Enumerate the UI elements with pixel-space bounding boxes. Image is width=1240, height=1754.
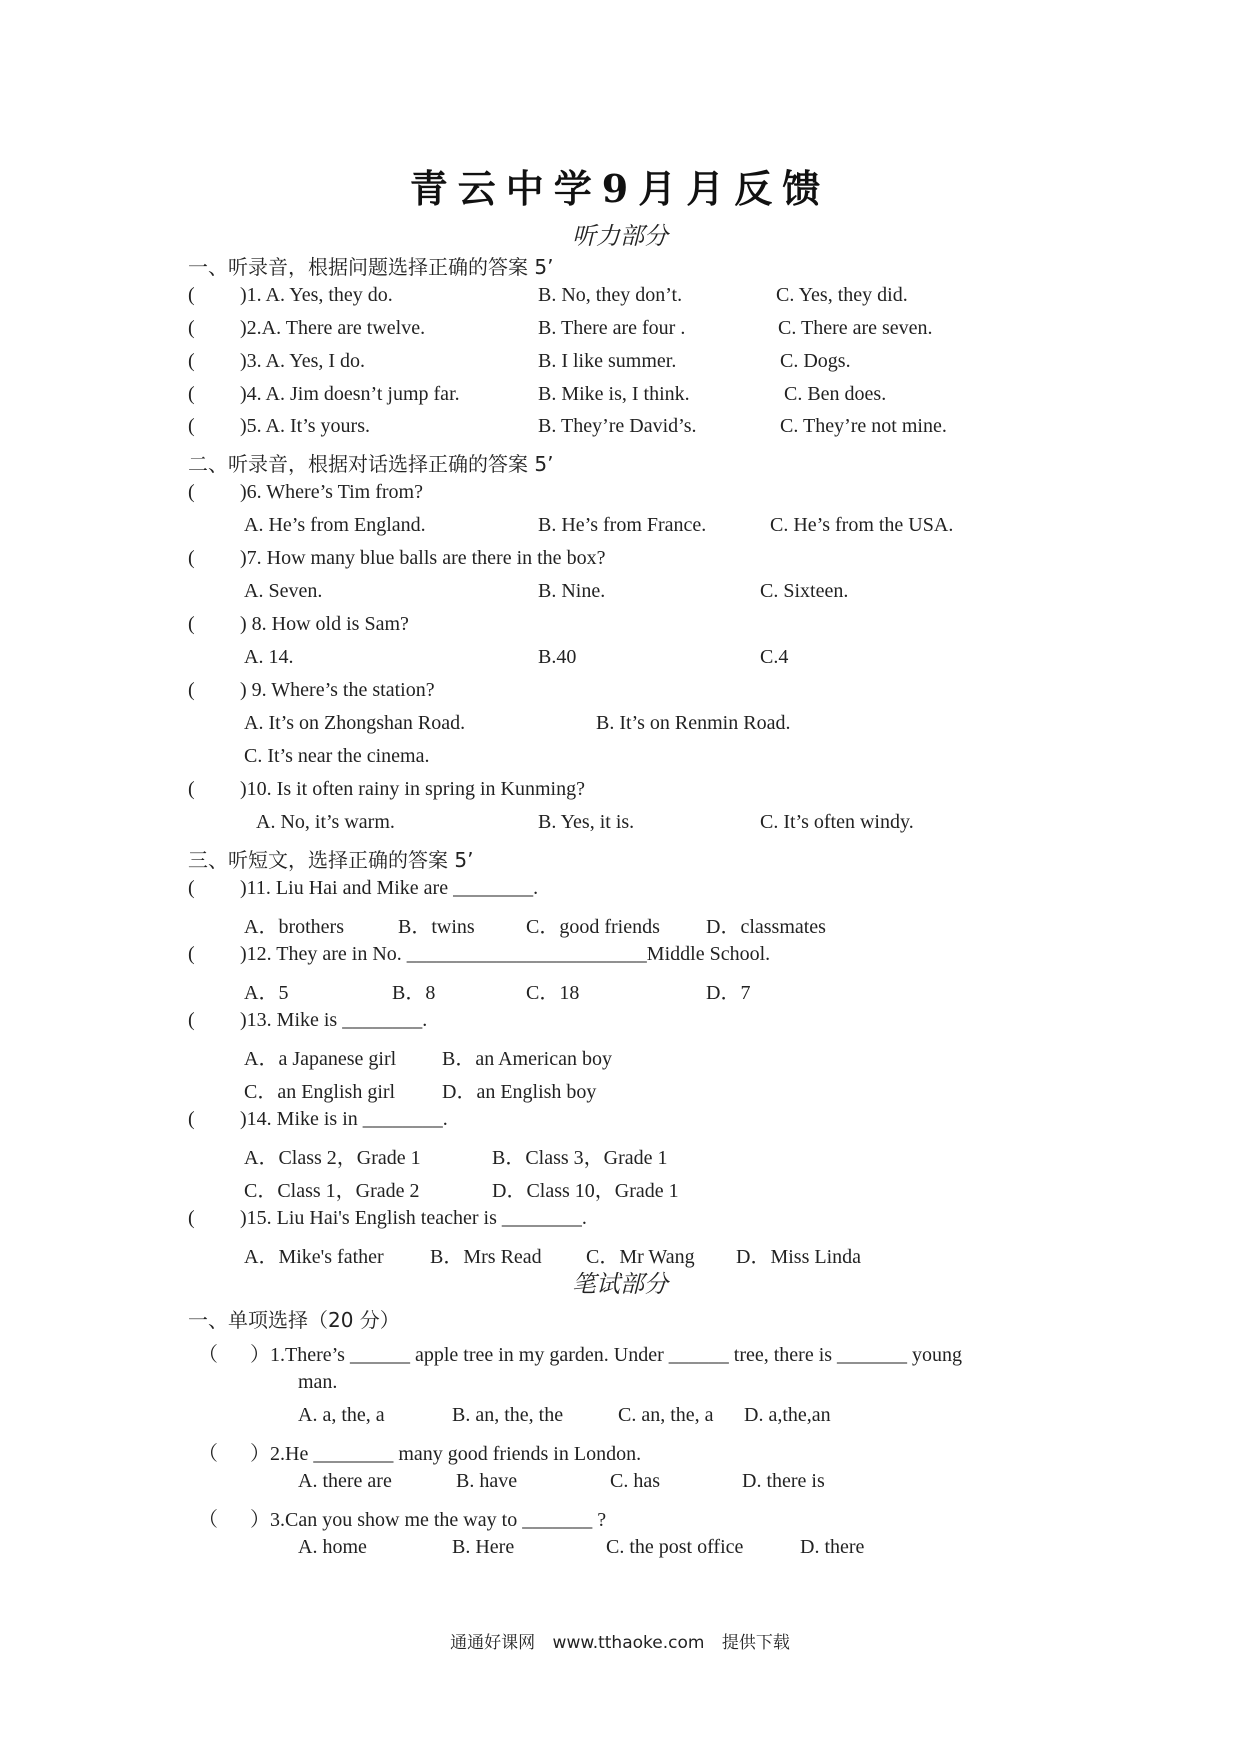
option-b: B. He’s from France. bbox=[538, 514, 707, 536]
option-c: C. has bbox=[610, 1470, 660, 1492]
question-stem: )6. Where’s Tim from? bbox=[240, 481, 423, 503]
option-b: B. Nine. bbox=[538, 580, 606, 602]
question-row-w2 bbox=[0, 1437, 1240, 1467]
option-a: A. home bbox=[298, 1536, 367, 1558]
option-b: B.40 bbox=[538, 646, 577, 668]
footer-url[interactable]: www.tthaoke.com bbox=[552, 1633, 705, 1653]
options-row-14 bbox=[0, 1141, 1240, 1171]
option-b: B. have bbox=[456, 1470, 518, 1492]
option-c: C. Ben does. bbox=[784, 383, 887, 405]
question-row-5 bbox=[0, 415, 1240, 445]
answer-paren[interactable]: ( bbox=[188, 1009, 195, 1031]
question-row-1 bbox=[0, 284, 1240, 314]
option-a: A. No, it’s warm. bbox=[256, 811, 395, 833]
option-c: C．Class 1，Grade 2 bbox=[244, 1180, 420, 1202]
answer-paren[interactable]: ( bbox=[188, 481, 195, 503]
answer-paren[interactable]: ( bbox=[188, 613, 195, 635]
question-row-11 bbox=[0, 877, 1240, 907]
option-b: B．Mrs Read bbox=[430, 1246, 542, 1268]
question-stem: )3. A. Yes, I do. bbox=[240, 350, 366, 372]
options-row-w2 bbox=[0, 1470, 1240, 1500]
answer-paren[interactable]: ( bbox=[188, 679, 195, 701]
question-row-w1 bbox=[0, 1338, 1240, 1368]
option-a: A．5 bbox=[244, 982, 289, 1004]
question-stem: )13. Mike is ________. bbox=[240, 1009, 428, 1031]
options-row-w1 bbox=[0, 1404, 1240, 1434]
answer-paren[interactable]: ( bbox=[188, 415, 195, 437]
question-row-2 bbox=[0, 317, 1240, 347]
question-row-9 bbox=[0, 679, 1240, 709]
options-row-6 bbox=[0, 514, 1240, 544]
option-a: A. there are bbox=[298, 1470, 392, 1492]
option-d: D．classmates bbox=[706, 916, 826, 938]
options-row-14b bbox=[0, 1174, 1240, 1204]
question-row-4 bbox=[0, 383, 1240, 413]
answer-paren[interactable]: ( bbox=[188, 317, 195, 339]
question-row-14 bbox=[0, 1108, 1240, 1138]
option-d: D. there bbox=[800, 1536, 865, 1558]
option-d: D．Class 10，Grade 1 bbox=[492, 1180, 679, 1202]
options-row-13 bbox=[0, 1042, 1240, 1072]
option-c: C.4 bbox=[760, 646, 789, 668]
listening-part3-label: 三、听短文，选择正确的答案 5’ bbox=[188, 848, 474, 872]
option-d: D. a,the,an bbox=[744, 1404, 831, 1426]
option-d: D．an English boy bbox=[442, 1081, 597, 1103]
question-row-7 bbox=[0, 547, 1240, 577]
question-stem: )7. How many blue balls are there in the box? bbox=[240, 547, 606, 569]
question-stem: )11. Liu Hai and Mike are ________. bbox=[240, 877, 539, 899]
option-c: C. an, the, a bbox=[618, 1404, 714, 1426]
answer-paren[interactable]: ( bbox=[188, 350, 195, 372]
question-stem: )1. A. Yes, they do. bbox=[240, 284, 393, 306]
question-row-13 bbox=[0, 1009, 1240, 1039]
option-a: A. 14. bbox=[244, 646, 294, 668]
answer-paren[interactable]: ( bbox=[188, 1108, 195, 1130]
option-b: B. There are four . bbox=[538, 317, 686, 339]
option-c: C. Yes, they did. bbox=[776, 284, 908, 306]
options-row-12 bbox=[0, 976, 1240, 1006]
option-b: B．Class 3，Grade 1 bbox=[492, 1147, 668, 1169]
question-row-8 bbox=[0, 613, 1240, 643]
options-row-9 bbox=[0, 712, 1240, 742]
option-c: C. There are seven. bbox=[778, 317, 933, 339]
answer-paren[interactable]: （ bbox=[198, 1443, 218, 1465]
option-d: D. there is bbox=[742, 1470, 825, 1492]
option-a: A. Seven. bbox=[244, 580, 323, 602]
options-row-7 bbox=[0, 580, 1240, 610]
option-b: B. Here bbox=[452, 1536, 515, 1558]
footer-note: 提供下载 bbox=[721, 1633, 790, 1653]
question-row-6 bbox=[0, 481, 1240, 511]
answer-paren[interactable]: （ bbox=[198, 1344, 218, 1366]
question-row-15 bbox=[0, 1207, 1240, 1237]
option-a: A．a Japanese girl bbox=[244, 1048, 397, 1070]
options-row-13b bbox=[0, 1075, 1240, 1105]
options-row-9b bbox=[0, 745, 1240, 775]
option-c: C．good friends bbox=[526, 916, 660, 938]
question-stem: ) 8. How old is Sam? bbox=[240, 613, 409, 635]
option-c: C. Dogs. bbox=[780, 350, 851, 372]
option-c: C. He’s from the USA. bbox=[770, 514, 954, 536]
option-c: C．Mr Wang bbox=[586, 1246, 695, 1268]
answer-paren[interactable]: ( bbox=[188, 383, 195, 405]
option-c: C. It’s near the cinema. bbox=[244, 745, 430, 767]
listening-part1-label: 一、听录音，根据问题选择正确的答案 5’ bbox=[188, 255, 554, 279]
question-row-12 bbox=[0, 943, 1240, 973]
answer-paren[interactable]: ( bbox=[188, 547, 195, 569]
question-stem: ）2.He ________ many good friends in London. bbox=[250, 1443, 642, 1465]
option-d: D．Miss Linda bbox=[736, 1246, 861, 1268]
answer-paren[interactable]: ( bbox=[188, 778, 195, 800]
answer-paren[interactable]: ( bbox=[188, 943, 195, 965]
option-d: D．7 bbox=[706, 982, 751, 1004]
page-footer bbox=[0, 1628, 1240, 1653]
option-a: A. It’s on Zhongshan Road. bbox=[244, 712, 466, 734]
option-a: A．Class 2，Grade 1 bbox=[244, 1147, 421, 1169]
question-row-3 bbox=[0, 350, 1240, 380]
listening-part2-label: 二、听录音，根据对话选择正确的答案 5’ bbox=[188, 452, 554, 476]
options-row-8 bbox=[0, 646, 1240, 676]
answer-paren[interactable]: （ bbox=[198, 1509, 218, 1531]
question-stem-cont: man. bbox=[298, 1371, 338, 1393]
writing-heading: 笔试部分 bbox=[572, 1270, 668, 1298]
question-stem: )15. Liu Hai's English teacher is ________. bbox=[240, 1207, 587, 1229]
question-stem: )5. A. It’s yours. bbox=[240, 415, 370, 437]
option-b: B. an, the, the bbox=[452, 1404, 564, 1426]
footer-site-name: 通通好课网 bbox=[450, 1633, 536, 1653]
answer-paren[interactable]: ( bbox=[188, 284, 195, 306]
option-c: C. the post office bbox=[606, 1536, 744, 1558]
option-b: B．twins bbox=[398, 916, 475, 938]
answer-paren[interactable]: ( bbox=[188, 877, 195, 899]
option-c: C．18 bbox=[526, 982, 580, 1004]
option-b: B．an American boy bbox=[442, 1048, 612, 1070]
question-stem: )2.A. There are twelve. bbox=[240, 317, 426, 339]
question-stem: )10. Is it often rainy in spring in Kunming? bbox=[240, 778, 585, 800]
option-b: B. Yes, it is. bbox=[538, 811, 635, 833]
option-b: B．8 bbox=[392, 982, 436, 1004]
question-stem: ）3.Can you show me the way to _______ ? bbox=[250, 1509, 607, 1531]
writing-part1-label: 一、单项选择（20 分） bbox=[188, 1308, 400, 1332]
question-row-10 bbox=[0, 778, 1240, 808]
option-a: A．brothers bbox=[244, 916, 344, 938]
answer-paren[interactable]: ( bbox=[188, 1207, 195, 1229]
listening-heading: 听力部分 bbox=[572, 222, 668, 250]
options-row-w3 bbox=[0, 1536, 1240, 1566]
question-row-w3 bbox=[0, 1503, 1240, 1533]
option-b: B. I like summer. bbox=[538, 350, 677, 372]
options-row-11 bbox=[0, 910, 1240, 940]
question-stem: )14. Mike is in ________. bbox=[240, 1108, 448, 1130]
question-stem: )12. They are in No. ________________________Middle School. bbox=[240, 943, 771, 965]
option-b: B. They’re David’s. bbox=[538, 415, 697, 437]
question-stem: ) 9. Where’s the station? bbox=[240, 679, 435, 701]
option-c: C. They’re not mine. bbox=[780, 415, 947, 437]
options-row-10 bbox=[0, 811, 1240, 841]
option-a: A. a, the, a bbox=[298, 1404, 385, 1426]
option-b: B. No, they don’t. bbox=[538, 284, 683, 306]
page-title: 青云中学9月月反馈 bbox=[409, 166, 831, 211]
option-c: C．an English girl bbox=[244, 1081, 396, 1103]
question-stem: )4. A. Jim doesn’t jump far. bbox=[240, 383, 460, 405]
option-b: B. Mike is, I think. bbox=[538, 383, 690, 405]
question-stem: ）1.There’s ______ apple tree in my garden. Under ______ tree, there is _______ young bbox=[250, 1344, 963, 1366]
option-c: C. It’s often windy. bbox=[760, 811, 914, 833]
option-a: A. He’s from England. bbox=[244, 514, 426, 536]
option-c: C. Sixteen. bbox=[760, 580, 849, 602]
question-row-w1b bbox=[0, 1371, 1240, 1401]
option-a: A．Mike's father bbox=[244, 1246, 384, 1268]
option-b: B. It’s on Renmin Road. bbox=[596, 712, 791, 734]
